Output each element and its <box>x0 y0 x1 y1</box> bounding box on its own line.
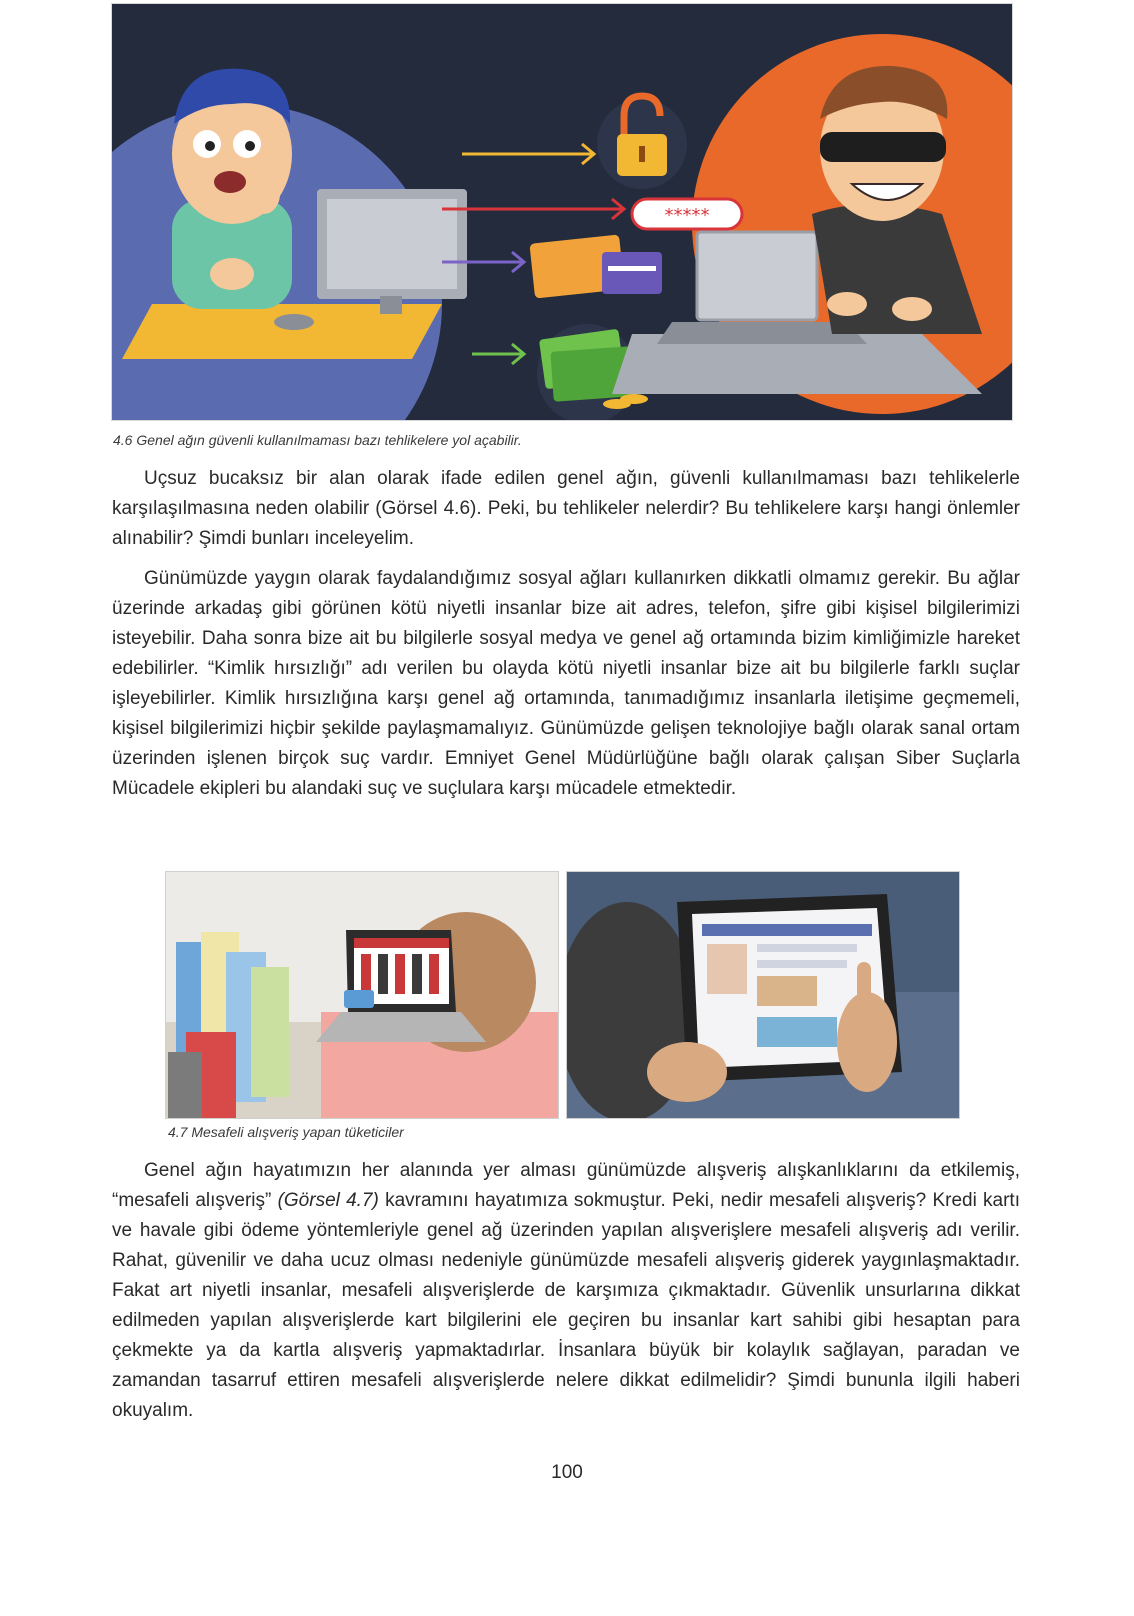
mouse <box>274 314 314 330</box>
figure-4-7-caption: 4.7 Mesafeli alışveriş yapan tüketiciler <box>168 1124 404 1140</box>
page-number: 100 <box>551 1462 583 1483</box>
online-shopping-laptop-photo <box>166 872 558 1118</box>
credit-card <box>344 990 374 1008</box>
password-mask: ***** <box>664 205 710 226</box>
figure-4-6-caption: 4.6 Genel ağın güvenli kullanılmaması bazı tehlikelere yol açabilir. <box>113 432 522 448</box>
paragraph-3: Genel ağın hayatımızın her alanında yer alması günümüzde alışveriş alışkanlıklarını da etkilemiş, “mesafeli alışveriş” (Görsel 4.7) kavramını hayatımıza sokmuştur. Peki, nedir mesafeli alışveriş? Kredi kartı ve havale gibi ödeme yöntemleriyle genel ağ üzerinden yapılan alışverişlere mesafeli alışveriş adı verilir. Rahat, güvenilir ve daha ucuz olması nedeniyle günümüzde mesafeli alışveriş giderek yaygınlaşmaktadır. Fakat art niyetli insanlar, mesafeli alışverişlerde de karşımıza çıkmaktadır. Güvenlik unsurlarına dikkat edilmeden yapılan alışverişlerde kart bilgilerini ele geçiren bu insanlar kart sahibi gibi hesaptan para çekmekte ya da kartla alışveriş yapmaktadırlar. İnsanlara büyük bir kolaylık sağlayan, paradan ve zamandan tasarruf ettiren mesafeli alışverişlerde nelere dikkat edilmelidir? Şimdi bununla ilgili haberi okuyalım. <box>112 1160 1020 1421</box>
credit-card-icon <box>529 234 662 298</box>
password-field-graphic <box>632 199 742 229</box>
figure-4-6-illustration <box>112 4 1012 420</box>
worried-person <box>172 69 292 309</box>
cyber-theft-illustration <box>112 4 1012 420</box>
paragraph-2: Günümüzde yaygın olarak faydalandığımız sosyal ağları kullanırken dikkatli olmamız gerekir. Bu ağlar üzerinde arkadaş gibi görünen kötü niyetli insanlar bize ait adres, telefon, şifre gibi kişisel bilgilerimizi isteyebilir. Daha sonra bize ait bu bilgilerle sosyal medya ve genel ağ ortamında bizim kimliğimizle hareket edebilirler. “Kimlik hırsızlığı” adı verilen bu olayda kötü niyetli insanlar bize ait bu bilgilerle farklı suçlar işleyebilirler. Kimlik hırsızlığına karşı genel ağ ortamında, tanımadığımız insanlarla iletişime geçmemeli, kişisel bilgilerimizi hiçbir şekilde paylaşmamalıyız. Günümüzde gelişen teknolojiye bağlı olarak sanal ortam üzerinden işlenen birçok suç vardır. Emniyet Genel Müdürlüğüne bağlı olarak çalışan Siber Suçlarla Mücadele ekipleri bu alandaki suç ve suçlulara karşı mücadele etmektedir. <box>112 568 1020 799</box>
open-padlock-icon <box>597 96 687 189</box>
paragraph-1: Uçsuz bucaksız bir alan olarak ifade edilen genel ağın, güvenli kullanılmaması bazı tehlikelerle karşılaşılmasına neden olabilir (Görsel 4.6). Peki, bu tehlikeler nelerdir? Bu tehlikelere karşı hangi önlemler alınabilir? Şimdi bunları inceleyelim. <box>112 468 1020 549</box>
online-shopping-tablet-photo <box>567 872 959 1118</box>
figure-reference: (Görsel 4.7) <box>277 1190 379 1211</box>
